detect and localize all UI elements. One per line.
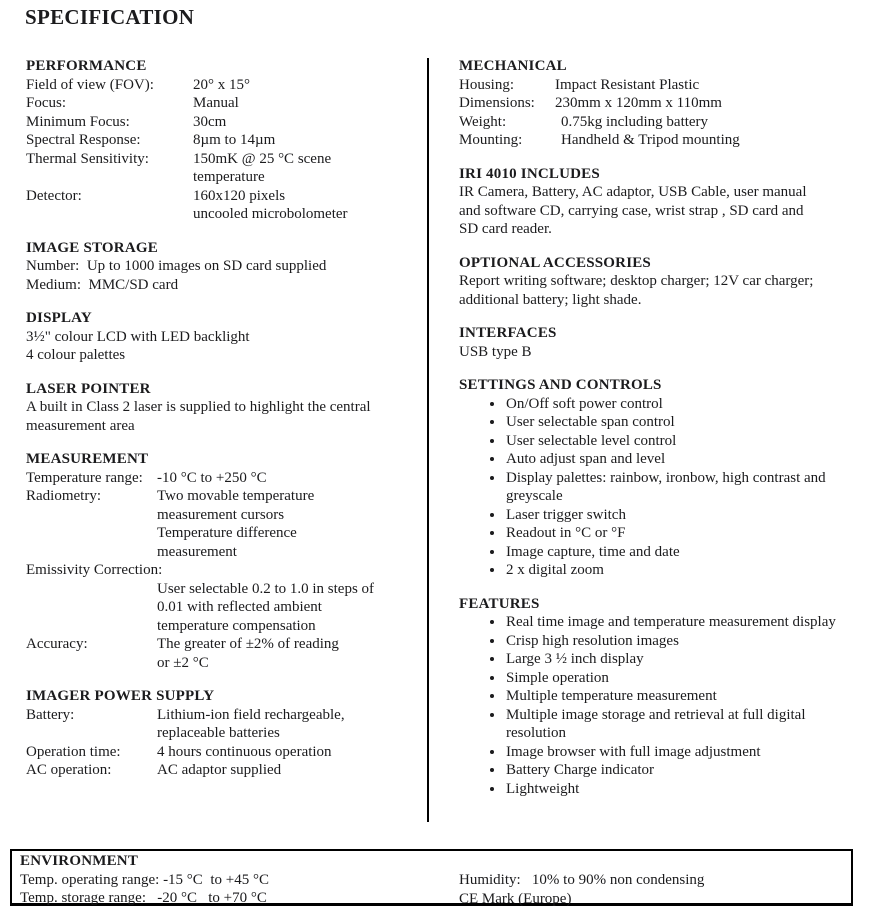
bullet-item: • Laser trigger switch [505,506,851,525]
page-title: SPECIFICATION [25,5,195,29]
section-heading: IMAGE STORAGE [26,239,158,256]
spec-row [26,761,424,780]
spec-row [26,561,424,580]
bullet-item: • Lightweight [505,780,851,799]
section-heading: DISPLAY [26,310,92,326]
spec-label: Weight: [459,113,507,130]
bullet-item: • Real time image and temperature measurement display [505,613,851,632]
bullet-item: • Image browser with full image adjustment [505,743,851,762]
bullet-item: • User selectable level control [505,432,851,451]
paragraph-line: CE Mark (Europe) [459,890,572,907]
section-display [26,309,424,365]
value-line: temperature compensation [157,617,316,634]
spec-label: Battery: [26,706,75,723]
spec-label: Operation time: [26,743,121,760]
spec-label: Accuracy: [26,636,88,652]
section-heading: IMAGER POWER SUPPLY [26,688,215,704]
value-line: -10 °C to +250 °C [157,469,267,486]
spec-row [26,580,424,636]
bullet-item: • Multiple temperature measurement [505,687,851,706]
spec-value [555,76,851,95]
section-measurement [26,450,424,672]
spec-row [26,469,424,488]
value-line: User selectable 0.2 to 1.0 in steps of [157,580,375,597]
value-line: 4 hours continuous operation [157,743,332,760]
spec-value [193,187,424,224]
bullet-item: • Image capture, time and date [505,543,851,562]
right-column [459,57,851,798]
section-heading: ENVIRONMENT [20,853,139,869]
spec-row [26,187,424,224]
environment-left [20,852,851,908]
bullet-item: • Crisp high resolution images [505,632,851,651]
value-line: 30cm [193,113,227,130]
bullet-item: • Display palettes: rainbow, ironbow, high contrast and greyscale [505,469,851,506]
spec-row [459,76,851,95]
paragraph-line: Medium: MMC/SD card [26,276,179,293]
spec-label: Spectral Response: [26,132,141,148]
section-heading: SETTINGS AND CONTROLS [459,377,662,393]
environment-right [459,871,704,908]
spec-label: Minimum Focus: [26,113,130,130]
spec-value [157,743,424,762]
value-line: measurement [157,543,237,560]
spec-value [555,131,851,150]
paragraph-line: 3½" colour LCD with LED backlight [26,328,250,345]
section-laser-pointer [26,380,424,436]
paragraph-line: USB type B [459,343,532,360]
spec-label: Housing: [459,76,515,93]
bullet-item: • Multiple image storage and retrieval at full digital resolution [505,706,851,743]
value-line: Temperature difference [157,525,297,541]
spec-value [157,761,424,780]
value-line: 0.01 with reflected ambient [157,599,322,615]
paragraph-line: and software CD, carrying case, wrist strap , SD card and [459,202,804,219]
spec-value [157,635,424,672]
section-heading: LASER POINTER [26,380,151,397]
section-heading: MECHANICAL [459,58,567,74]
section-performance [26,57,424,224]
value-line: or ±2 °C [157,654,209,671]
bullet-item: • Battery Charge indicator [505,761,851,780]
section-heading: PERFORMANCE [26,58,147,74]
bullet-item: • Simple operation [505,669,851,688]
spec-row [459,94,851,113]
value-line: 230mm x 120mm x 110mm [555,95,722,111]
value-line: Lithium-ion field rechargeable, [157,706,345,723]
spec-row [26,706,424,743]
value-line: The greater of ±2% of reading [157,636,339,652]
spec-label: Focus: [26,95,67,111]
spec-value [193,113,424,132]
paragraph-line: Temp. operating range: -15 °C to +45 °C [20,871,269,888]
bullet-item: • Auto adjust span and level [505,450,851,469]
spec-label: AC operation: [26,762,112,778]
section-includes [459,165,851,239]
spec-value [157,580,424,636]
spec-row [26,131,424,150]
paragraph-line: Report writing software; desktop charger; 12V car charger; [459,273,814,289]
section-interfaces [459,324,851,361]
section-heading: FEATURES [459,595,540,612]
paragraph-line: Temp. storage range: -20 °C to +70 °C [20,890,267,906]
value-line: temperature [193,169,265,185]
paragraph-line: Number: Up to 1000 images on SD card supplied [26,258,327,274]
spec-label: Temperature range: [26,469,143,486]
section-optional-accessories [459,254,851,310]
section-mechanical [459,57,851,150]
spec-label: Field of view (FOV): [26,76,154,93]
column-divider [427,58,429,822]
value-line: 0.75kg including battery [561,113,709,130]
paragraph-line: measurement area [26,417,135,434]
section-heading: IRI 4010 INCLUDES [459,165,600,182]
spec-value [157,469,424,488]
spec-value [555,94,851,113]
value-line: 20° x 15° [193,76,250,93]
left-column [26,57,424,780]
spec-label: Radiometry: [26,488,101,504]
spec-row [26,743,424,762]
bullet-item: • Large 3 ½ inch display [505,650,851,669]
spec-value [193,150,424,187]
value-line: Handheld & Tripod mounting [561,132,740,148]
section-settings-controls [459,376,851,580]
spec-label: Thermal Sensitivity: [26,150,149,167]
spec-row [459,113,851,132]
value-line: 8µm to 14µm [193,132,276,148]
value-line: AC adaptor supplied [157,762,282,778]
bullet-item: • On/Off soft power control [505,395,851,414]
settings-list [459,395,851,580]
spec-label: Detector: [26,187,82,204]
spec-row [26,113,424,132]
paragraph-line: additional battery; light shade. [459,291,642,308]
spec-row [26,150,424,187]
section-heading: MEASUREMENT [26,451,149,467]
bullet-item: • Readout in °C or °F [505,524,851,543]
spec-value [157,487,424,561]
section-heading: INTERFACES [459,325,557,341]
paragraph-line: 4 colour palettes [26,347,126,363]
spec-label: Emissivity Correction: [26,562,163,578]
features-list [459,613,851,798]
value-line: measurement cursors [157,506,285,523]
value-line: Impact Resistant Plastic [555,76,700,93]
spec-label: Mounting: [459,132,523,148]
value-line: 150mK @ 25 °C scene [193,150,332,167]
environment-box [10,849,853,906]
spec-value [157,706,424,743]
value-line: replaceable batteries [157,725,280,741]
paragraph-line: IR Camera, Battery, AC adaptor, USB Cable, user manual [459,184,807,200]
spec-row [26,94,424,113]
bullet-item: • 2 x digital zoom [505,561,851,580]
spec-label: Dimensions: [459,95,535,111]
spec-row [459,131,851,150]
spec-value [555,113,851,132]
value-line: 160x120 pixels [193,187,286,204]
paragraph-line: A built in Class 2 laser is supplied to highlight the central [26,399,371,415]
bullet-item: • User selectable span control [505,413,851,432]
value-line: Manual [193,95,239,111]
spec-value [193,76,424,95]
paragraph-line: SD card reader. [459,221,552,237]
section-features [459,595,851,799]
spec-row [26,76,424,95]
section-heading: OPTIONAL ACCESSORIES [459,254,651,271]
paragraph-line: Humidity: 10% to 90% non condensing [459,872,705,888]
value-line: Two movable temperature [157,488,315,504]
section-imager-power-supply [26,687,424,780]
spec-value [193,131,424,150]
spec-row [26,635,424,672]
section-image-storage [26,239,424,295]
spec-row [26,487,424,561]
spec-value [193,94,424,113]
value-line: uncooled microbolometer [193,206,348,222]
